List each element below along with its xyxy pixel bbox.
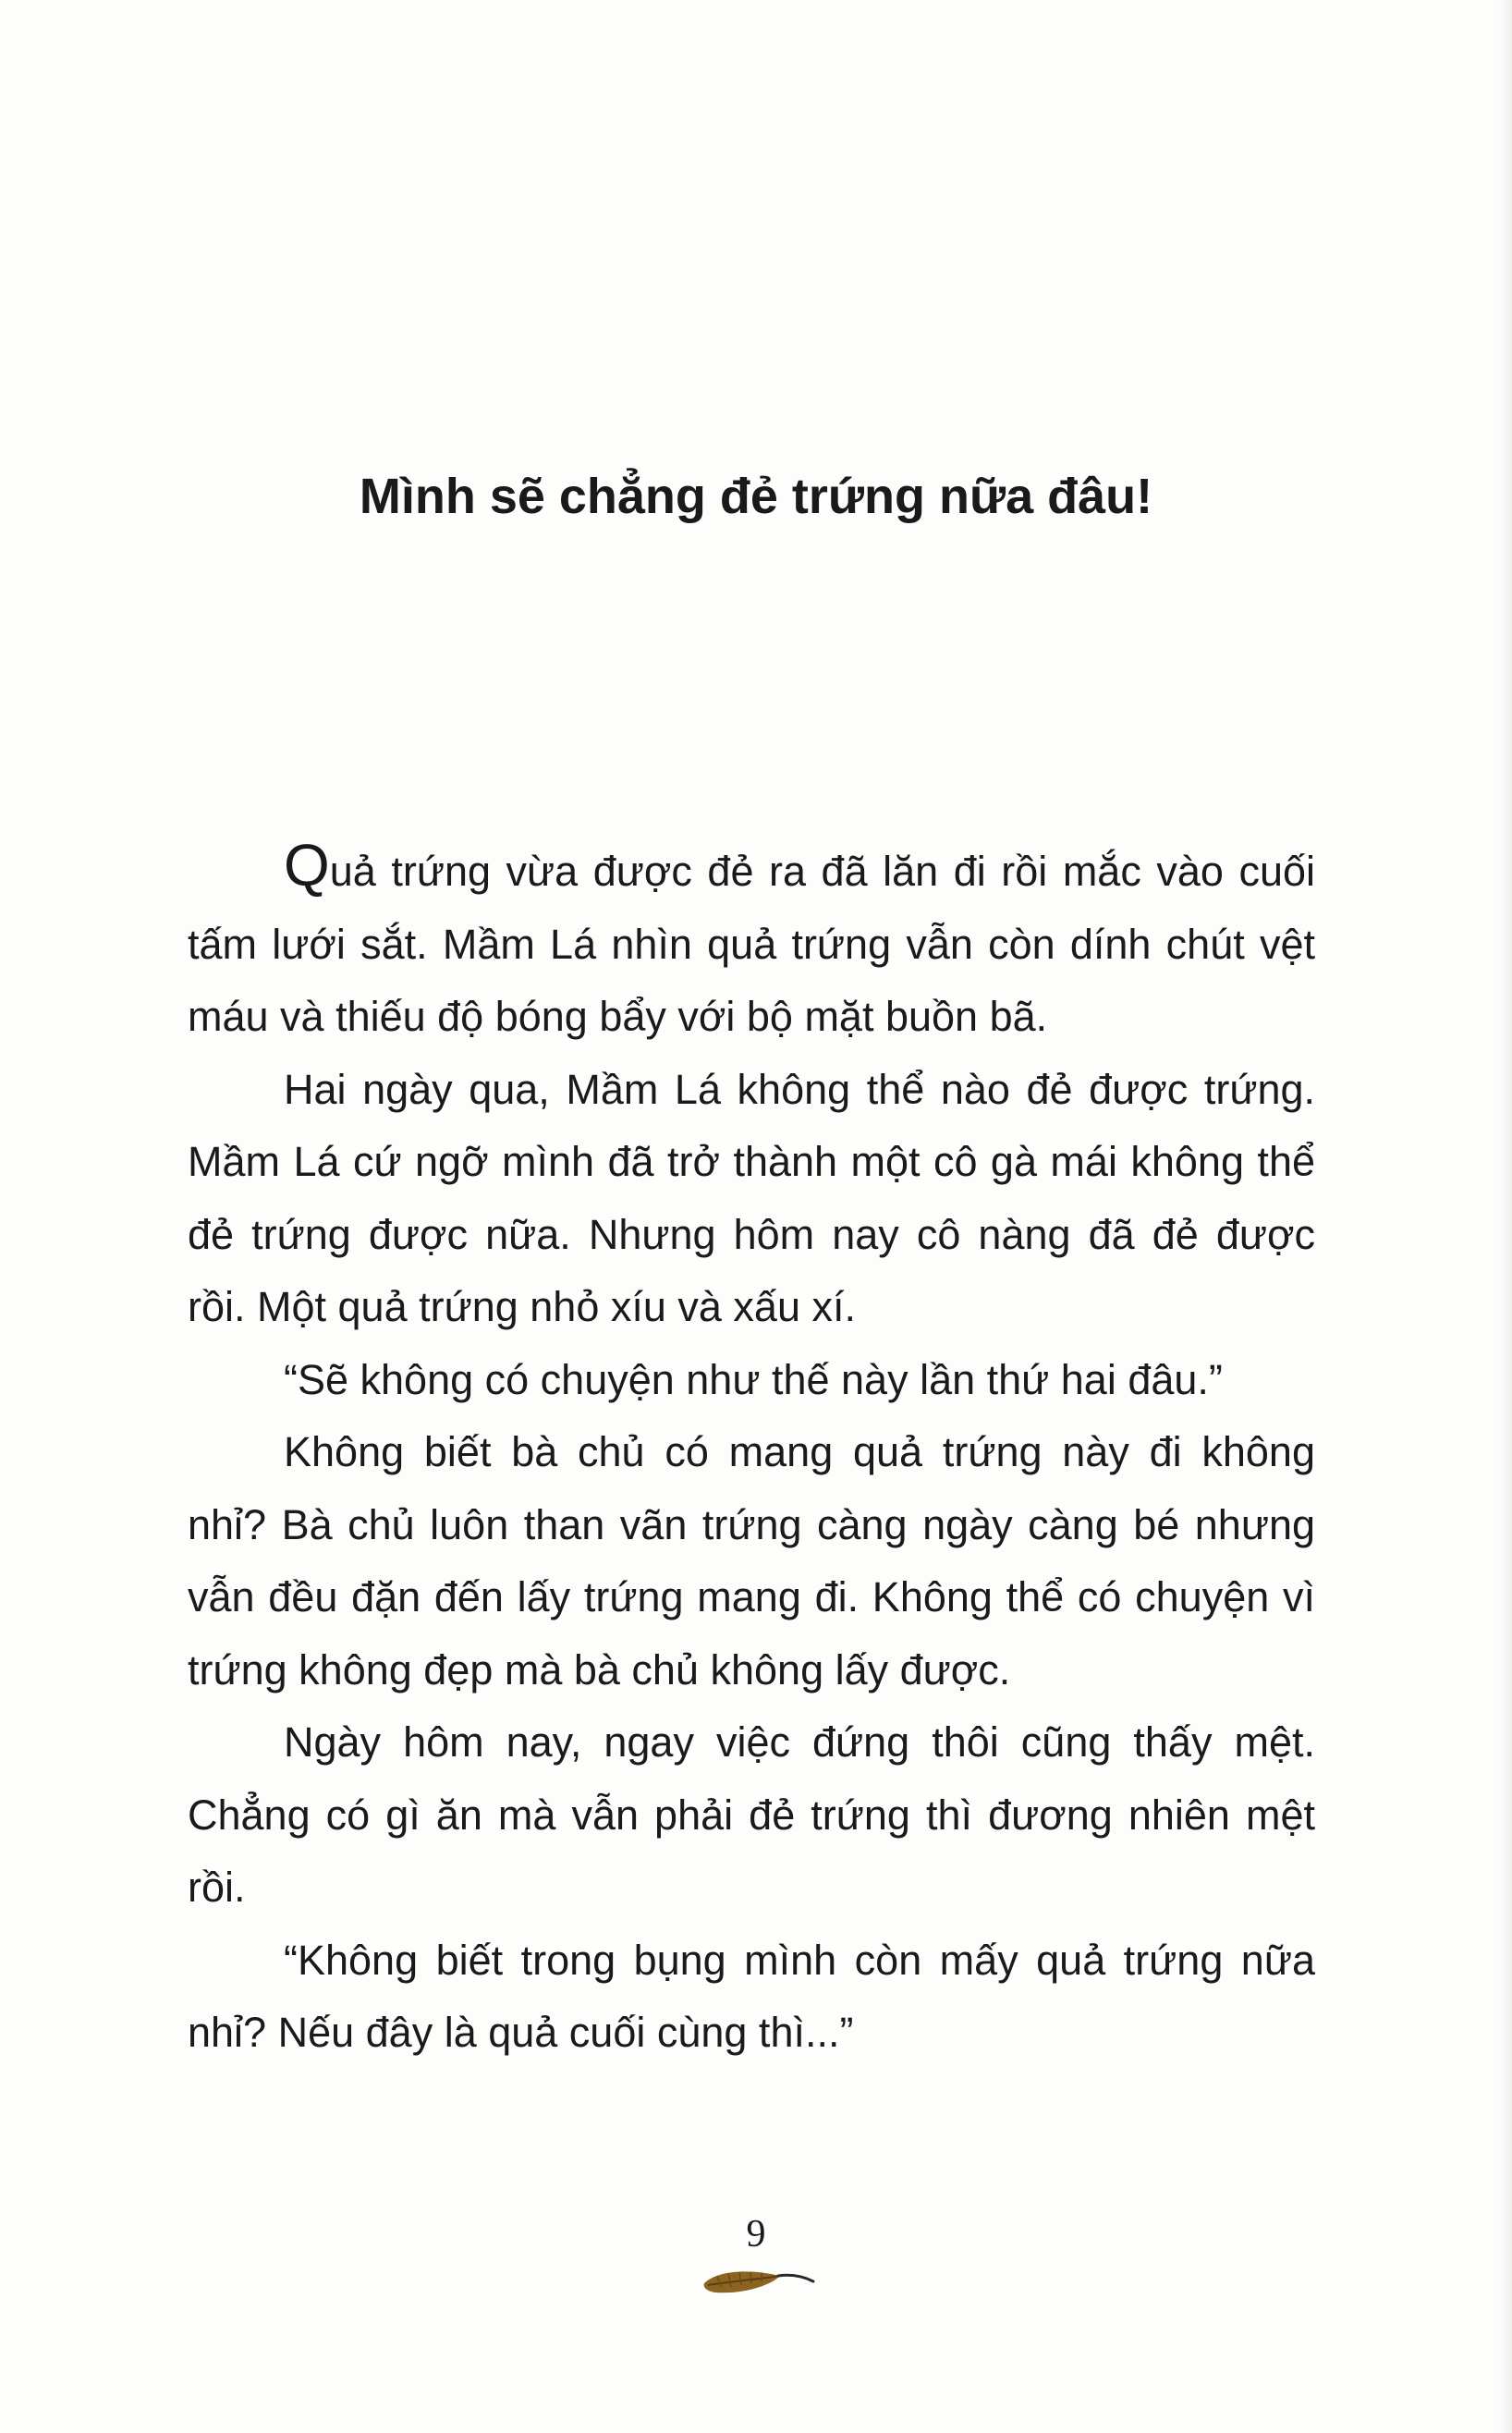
- chapter-title: Mình sẽ chẳng đẻ trứng nữa đâu!: [359, 469, 1153, 524]
- paragraph-2: Hai ngày qua, Mầm Lá không thể nào đẻ được trứng. Mầm Lá cứ ngỡ mình đã trở thành một cô gà mái không thể đẻ trứng được nữa. Nhưng hôm nay cô nàng đã đẻ được rồi. Một quả trứng nhỏ xíu và xấu xí.: [188, 1065, 1315, 1330]
- page-edge-shadow: [1499, 0, 1512, 2433]
- paragraph-3: “Sẽ không có chuyện như thế này lần thứ hai đâu.”: [284, 1355, 1223, 1403]
- paragraph-1: [188, 832, 1315, 1054]
- paragraph-1-text: uả trứng vừa được đẻ ra đã lăn đi rồi mắc vào cuối tấm lưới sắt. Mầm Lá nhìn quả trứng vẫn còn dính chút vệt máu và thiếu độ bóng bẩy với bộ mặt buồn bã.: [188, 848, 1315, 1040]
- feather-icon: [699, 2263, 819, 2300]
- page-number: 9: [746, 2213, 766, 2256]
- paragraph-6: “Không biết trong bụng mình còn mấy quả trứng nữa nhỉ? Nếu đây là quả cuối cùng thì...”: [188, 1936, 1315, 2056]
- paragraph-4: Không biết bà chủ có mang quả trứng này đi không nhỉ? Bà chủ luôn than vãn trứng càng ngày càng bé nhưng vẫn đều đặn đến lấy trứng mang đi. Không thể có chuyện vì trứng không đẹp mà bà chủ không lấy được.: [188, 1428, 1315, 1693]
- body-text: [188, 832, 1315, 2070]
- paragraph-5: Ngày hôm nay, ngay việc đứng thôi cũng thấy mệt. Chẳng có gì ăn mà vẫn phải đẻ trứng thì đương nhiên mệt rồi.: [188, 1718, 1315, 1911]
- drop-cap: Q: [284, 832, 330, 899]
